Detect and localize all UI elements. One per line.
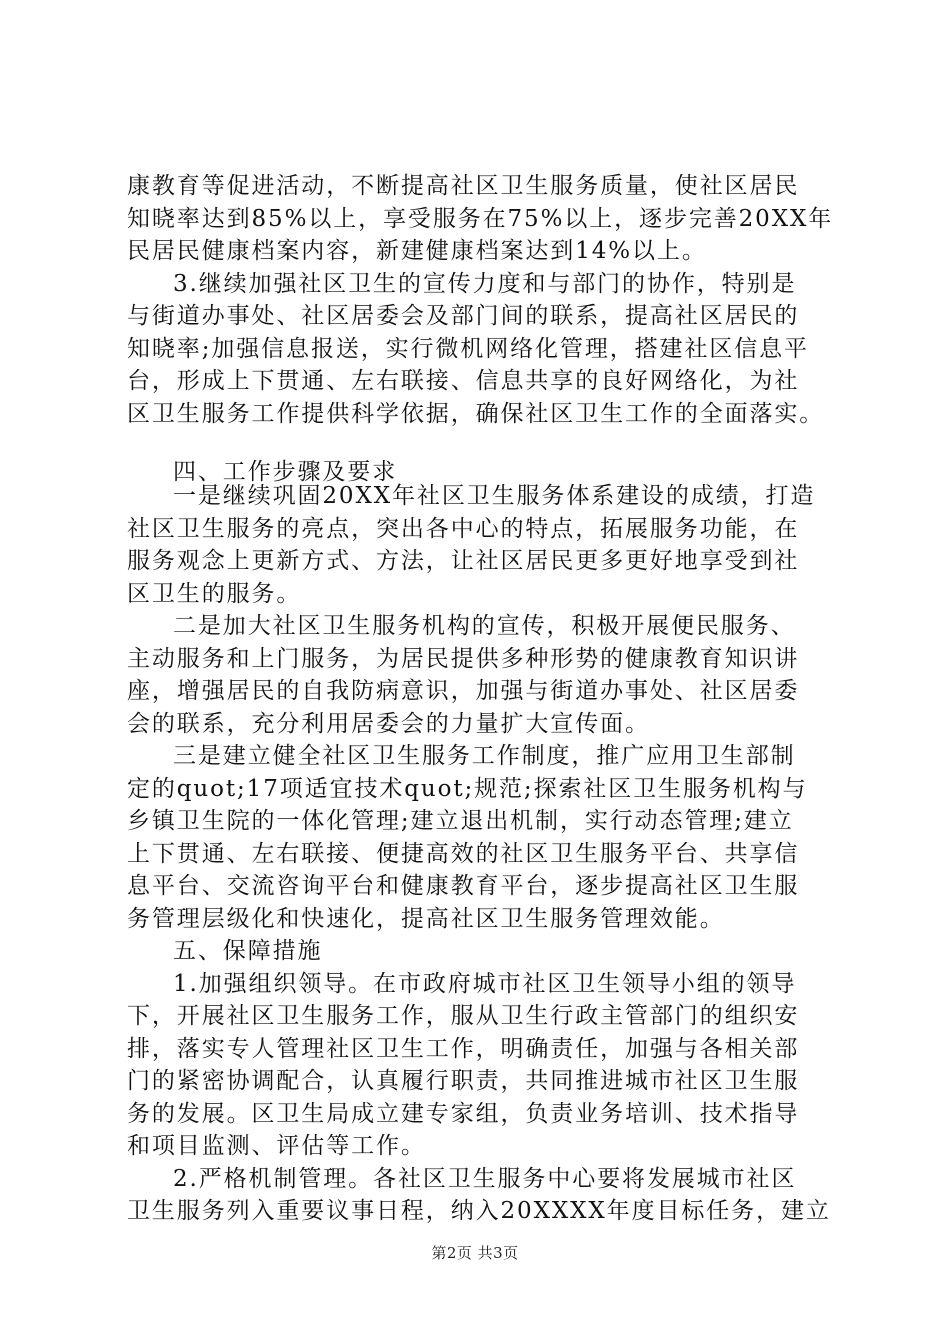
text-line: 三是建立健全社区卫生服务工作制度，推广应用卫生部制 bbox=[173, 743, 796, 769]
section-heading: 四、工作步骤及要求 bbox=[173, 459, 398, 485]
text-line: 上下贯通、左右联接、便捷高效的社区卫生服务平台、共享信 bbox=[127, 840, 800, 867]
text-line: 2.严格机制管理。各社区卫生服务中心要将发展城市社区 bbox=[173, 1165, 797, 1192]
text-line: 服务观念上更新方式、方法，让社区居民更多更好地享受到社 bbox=[127, 548, 800, 574]
text-line: 门的紧密协调配合，认真履行职责，共同推进城市社区卫生服 bbox=[127, 1068, 800, 1094]
text-line: 座，增强居民的自我防病意识，加强与街道办事处、社区居委 bbox=[127, 678, 800, 704]
text-line: 主动服务和上门服务，为居民提供多种形势的健康教育知识讲 bbox=[127, 645, 800, 672]
text-line: 一是继续巩固20XX年社区卫生服务体系建设的成绩，打造 bbox=[173, 483, 816, 509]
text-line: 会的联系，充分利用居委会的力量扩大宣传面。 bbox=[127, 710, 650, 737]
text-line: 1.加强组织领导。在市政府城市社区卫生领导小组的领导 bbox=[173, 970, 797, 997]
text-line: 息平台、交流咨询平台和健康教育平台，逐步提高社区卫生服 bbox=[127, 873, 800, 899]
text-line: 民居民健康档案内容，新建健康档案达到14%以上。 bbox=[127, 238, 707, 264]
text-line: 知晓率达到85%以上，享受服务在75%以上，逐步完善20XX年 bbox=[127, 205, 834, 232]
page-number-footer: 第2页 共3页 bbox=[431, 1244, 519, 1262]
text-line: 二是加大社区卫生服务机构的宣传，积极开展便民服务、 bbox=[173, 613, 796, 639]
text-line: 和项目监测、评估等工作。 bbox=[127, 1133, 426, 1159]
text-line: 区卫生的服务。 bbox=[127, 580, 302, 607]
text-line: 台，形成上下贯通、左右联接、信息共享的良好网络化，为社 bbox=[127, 368, 800, 394]
text-line: 与街道办事处、社区居委会及部门间的联系，提高社区居民的 bbox=[127, 303, 800, 329]
section-heading: 五、保障措施 bbox=[173, 938, 323, 964]
text-line: 知晓率;加强信息报送，实行微机网络化管理，搭建社区信息平 bbox=[127, 335, 809, 362]
text-line: 卫生服务列入重要议事日程，纳入20XXXX年度目标任务，建立 bbox=[127, 1198, 831, 1224]
text-line: 社区卫生服务的亮点，突出各中心的特点，拓展服务功能，在 bbox=[127, 515, 800, 542]
text-line: 务的发展。区卫生局成立建专家组，负责业务培训、技术指导 bbox=[127, 1100, 800, 1127]
text-line: 乡镇卫生院的一体化管理;建立退出机制，实行动态管理;建立 bbox=[127, 808, 794, 834]
text-line: 下，开展社区卫生服务工作，服从卫生行政主管部门的组织安 bbox=[127, 1003, 800, 1029]
text-line: 康教育等促进活动，不断提高社区卫生服务质量，使社区居民 bbox=[127, 173, 800, 199]
document-body bbox=[127, 170, 832, 1228]
text-line: 区卫生服务工作提供科学依据，确保社区卫生工作的全面落实。 bbox=[127, 400, 825, 427]
text-line: 务管理层级化和快速化，提高社区卫生服务管理效能。 bbox=[127, 905, 725, 932]
text-line: 定的quot;17项适宜技术quot;规范;探索社区卫生服务机构与 bbox=[127, 775, 808, 802]
text-line: 排，落实专人管理社区卫生工作，明确责任，加强与各相关部 bbox=[127, 1035, 800, 1062]
text-line: 3.继续加强社区卫生的宣传力度和与部门的协作，特别是 bbox=[173, 270, 797, 297]
